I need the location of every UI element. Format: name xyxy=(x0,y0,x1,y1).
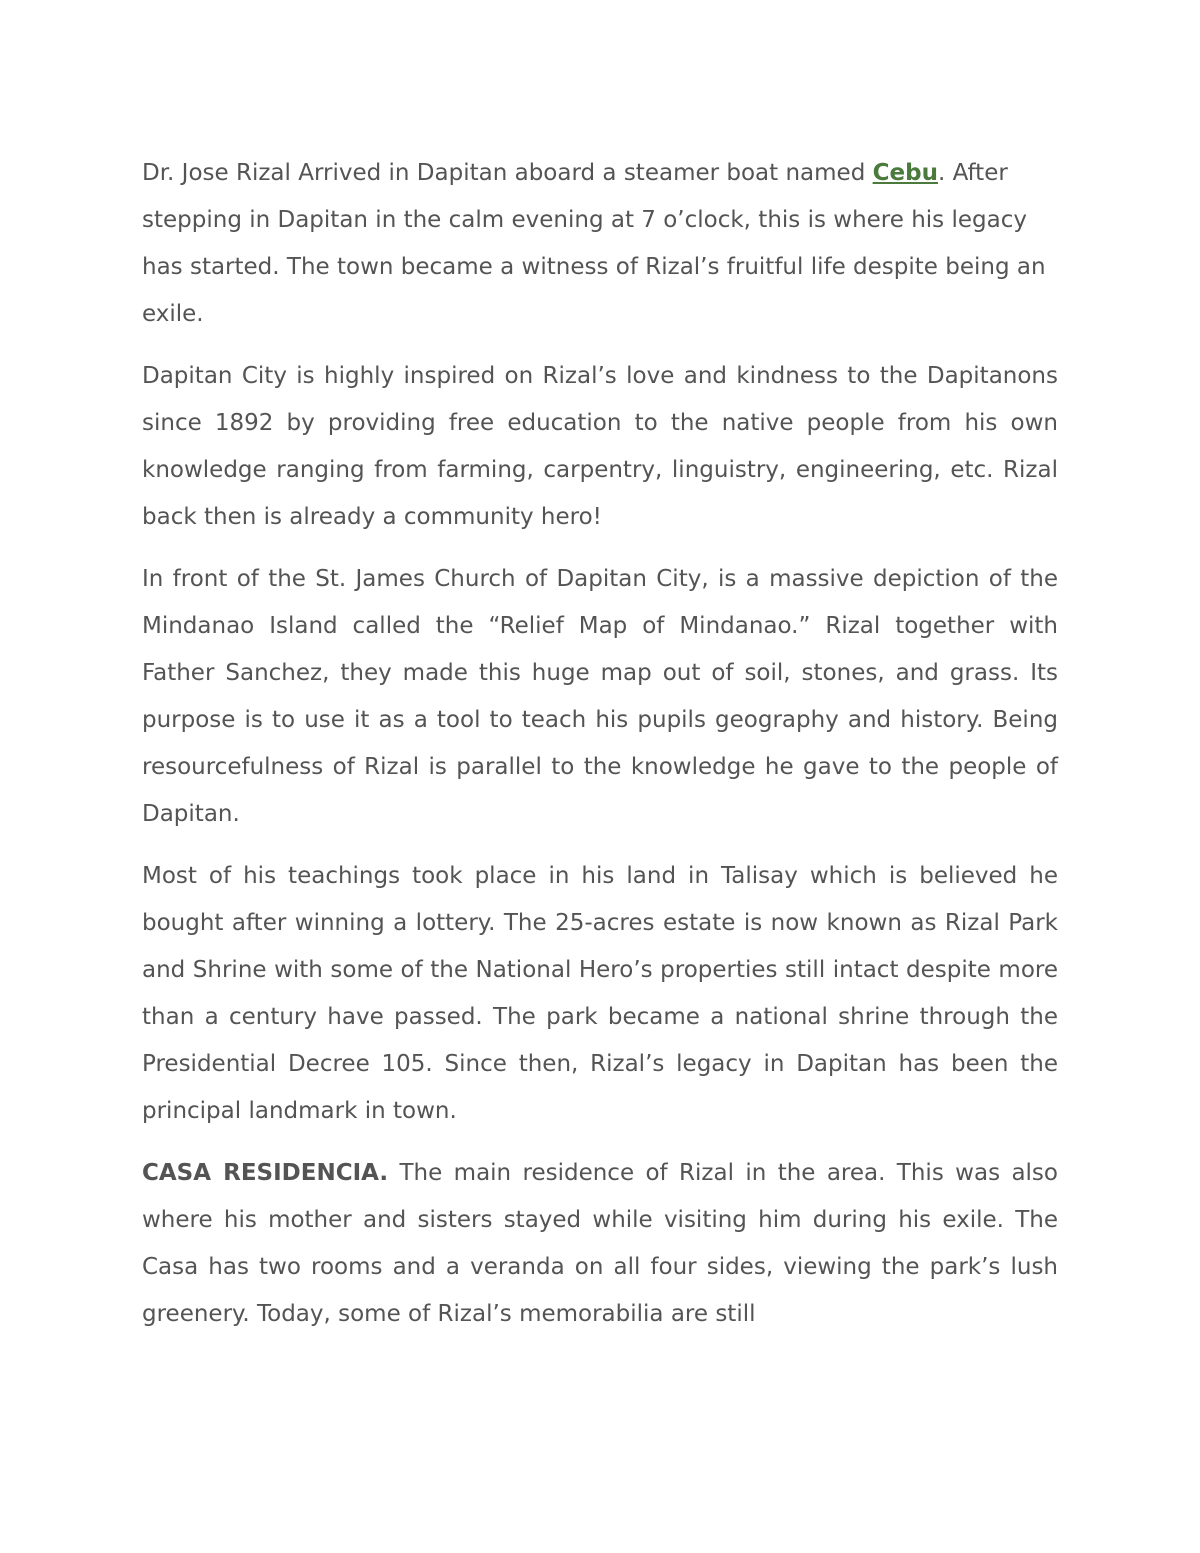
paragraph-casa-residencia xyxy=(142,1150,1058,1338)
document-body xyxy=(142,150,1058,1353)
casa-residencia-heading: CASA RESIDENCIA. xyxy=(142,1160,389,1186)
paragraph-arrival-text-before: Dr. Jose Rizal Arrived in Dapitan aboard a steamer boat named xyxy=(142,160,873,186)
casa-residencia-text: The main residence of Rizal in the area. This was also where his mother and sisters stayed while visiting him during his exile. The Casa has two rooms and a veranda on all four sides, viewing the park’s lush greenery. Today, some of Rizal’s memorabilia are still xyxy=(142,1160,1058,1327)
paragraph-talisay: Most of his teachings took place in his land in Talisay which is believed he bought after winning a lottery. The 25-acres estate is now known as Rizal Park and Shrine with some of the National Hero’s properties still intact despite more than a century have passed. The park became a national shrine through the Presidential Decree 105. Since then, Rizal’s legacy in Dapitan has been the principal landmark in town. xyxy=(142,863,1058,1124)
cebu-link[interactable]: Cebu xyxy=(872,160,938,186)
paragraph-arrival-text-after: . After stepping in Dapitan in the calm evening at 7 o’clock, this is where his legacy has started. The town became a witness of Rizal’s fruitful life despite being an exile. xyxy=(142,160,1046,327)
paragraph-relief-map: In front of the St. James Church of Dapitan City, is a massive depiction of the Mindanao Island called the “Relief Map of Mindanao.” Rizal together with Father Sanchez, they made this huge map out of soil, stones, and grass. Its purpose is to use it as a tool to teach his pupils geography and history. Being resourcefulness of Rizal is parallel to the knowledge he gave to the people of Dapitan. xyxy=(142,566,1058,827)
paragraph-arrival xyxy=(142,150,1058,338)
paragraph-dapitan-city: Dapitan City is highly inspired on Rizal’s love and kindness to the Dapitanons since 1892 by providing free education to the native people from his own knowledge ranging from farming, carpentry, linguistry, engineering, etc. Rizal back then is already a community hero! xyxy=(142,363,1058,530)
